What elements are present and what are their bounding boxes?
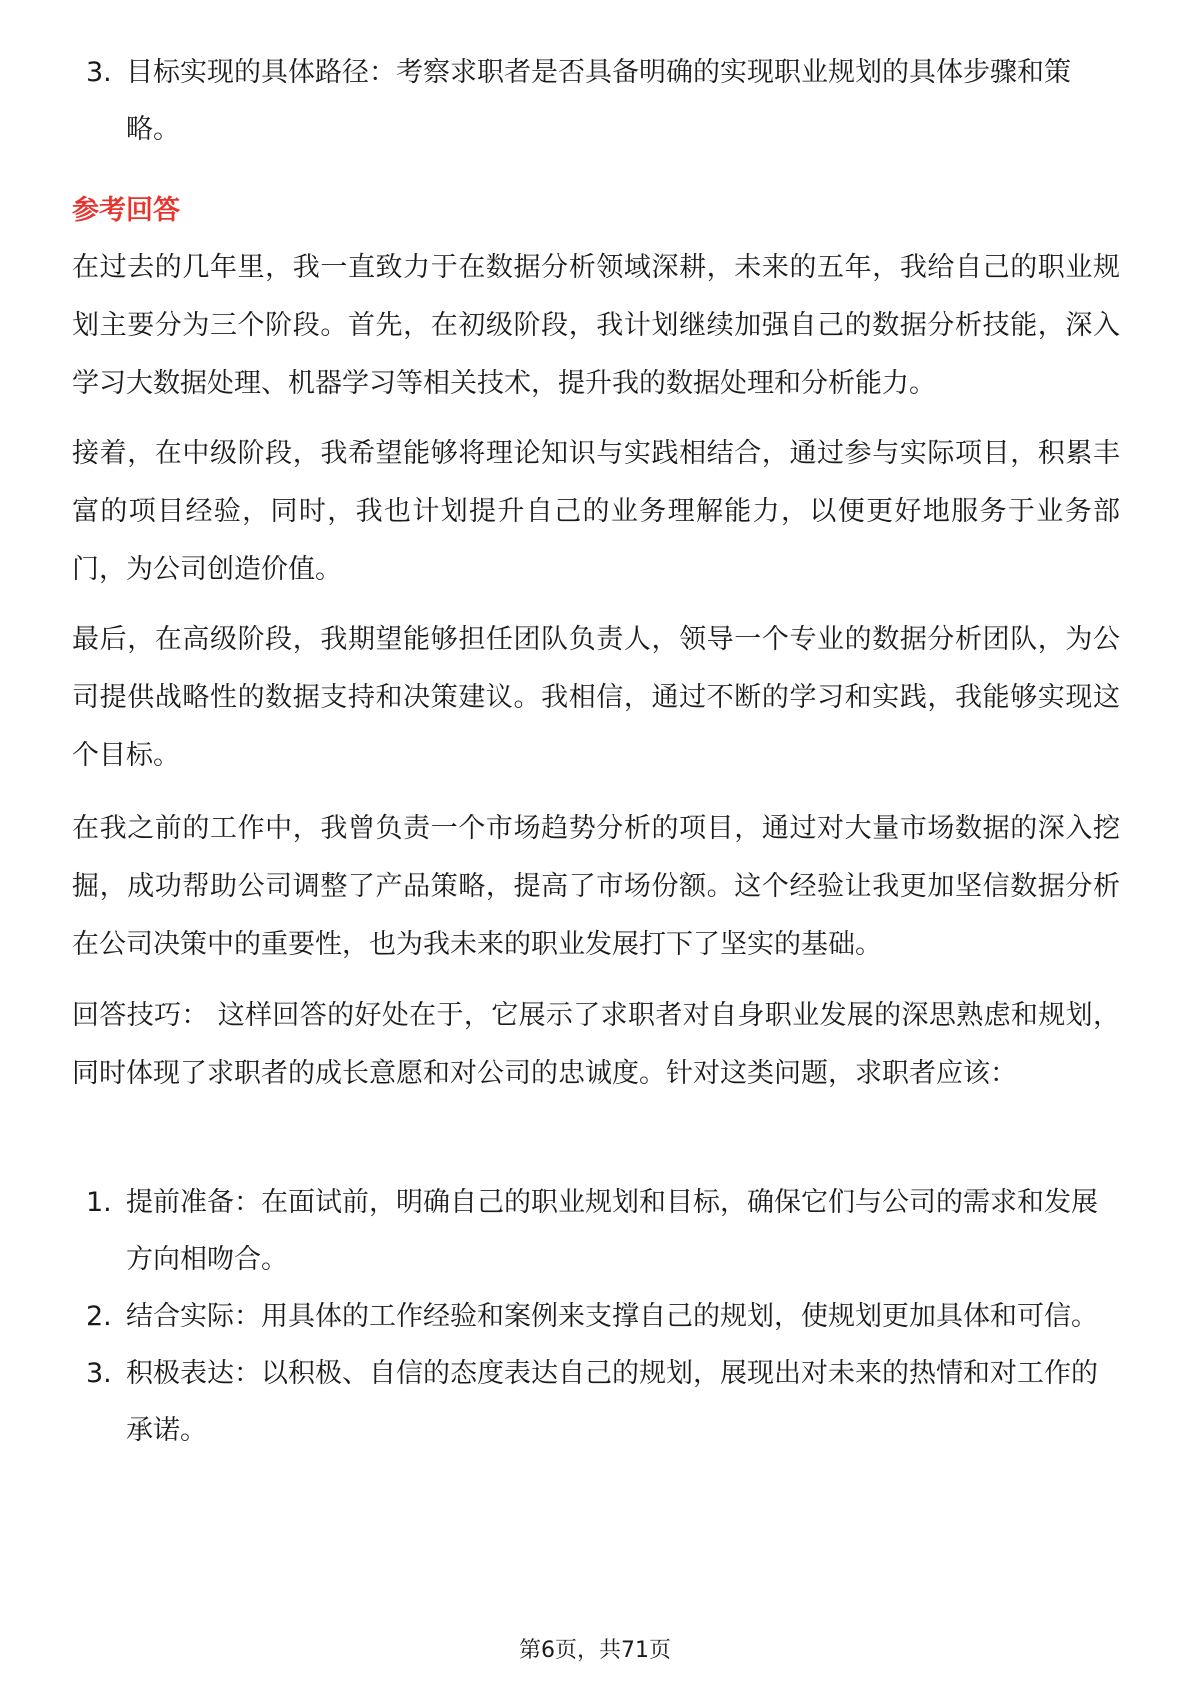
list-item-text: 结合实际：用具体的工作经验和案例来支撑自己的规划，使规划更加具体和可信。 [126, 1301, 1098, 1332]
paragraph-4: 在我之前的工作中，我曾负责一个市场趋势分析的项目，通过对大量市场数据的深入挖掘，成功帮助公司调整了产品策略，提高了市场份额。这个经验让我更加坚信数据分析在公司决策中的重要性，也为我未来的职业发展打下了坚实的基础。 [72, 813, 1120, 960]
tips-list [0, 1174, 1190, 1459]
list-item-text: 积极表达：以积极、自信的态度表达自己的规划，展现出对未来的热情和对工作的承诺。 [126, 1358, 1098, 1446]
list-item-text: 目标实现的具体路径：考察求职者是否具备明确的实现职业规划的具体步骤和策略。 [126, 57, 1071, 145]
list-item-text: 提前准备：在面试前，明确自己的职业规划和目标，确保它们与公司的需求和发展方向相吻合。 [126, 1187, 1098, 1275]
paragraph-2: 接着，在中级阶段，我希望能够将理论知识与实践相结合，通过参与实际项目，积累丰富的项目经验，同时，我也计划提升自己的业务理解能力，以便更好地服务于业务部门，为公司创造价值。 [72, 438, 1120, 585]
list-item [0, 1345, 1120, 1459]
section-heading: 参考回答 [72, 195, 180, 226]
list-number: 1. [86, 1187, 112, 1218]
list-item [0, 1288, 1120, 1345]
answer-tips-paragraph: 回答技巧： 这样回答的好处在于，它展示了求职者对自身职业发展的深思熟虑和规划，同时体现了求职者的成长意愿和对公司的忠诚度。针对这类问题，求职者应该： [72, 1000, 1120, 1089]
criteria-list [0, 44, 1190, 158]
list-number: 2. [86, 1301, 112, 1332]
list-number: 3. [86, 57, 112, 88]
list-item [0, 1174, 1120, 1288]
paragraph-1: 在过去的几年里，我一直致力于在数据分析领域深耕，未来的五年，我给自己的职业规划主要分为三个阶段。首先，在初级阶段，我计划继续加强自己的数据分析技能，深入学习大数据处理、机器学习等相关技术，提升我的数据处理和分析能力。 [72, 252, 1120, 399]
list-number: 3. [86, 1358, 112, 1389]
list-item [0, 44, 1120, 158]
page-footer: 第6页，共71页 [519, 1638, 671, 1663]
paragraph-3: 最后，在高级阶段，我期望能够担任团队负责人，领导一个专业的数据分析团队，为公司提供战略性的数据支持和决策建议。我相信，通过不断的学习和实践，我能够实现这个目标。 [72, 624, 1120, 771]
